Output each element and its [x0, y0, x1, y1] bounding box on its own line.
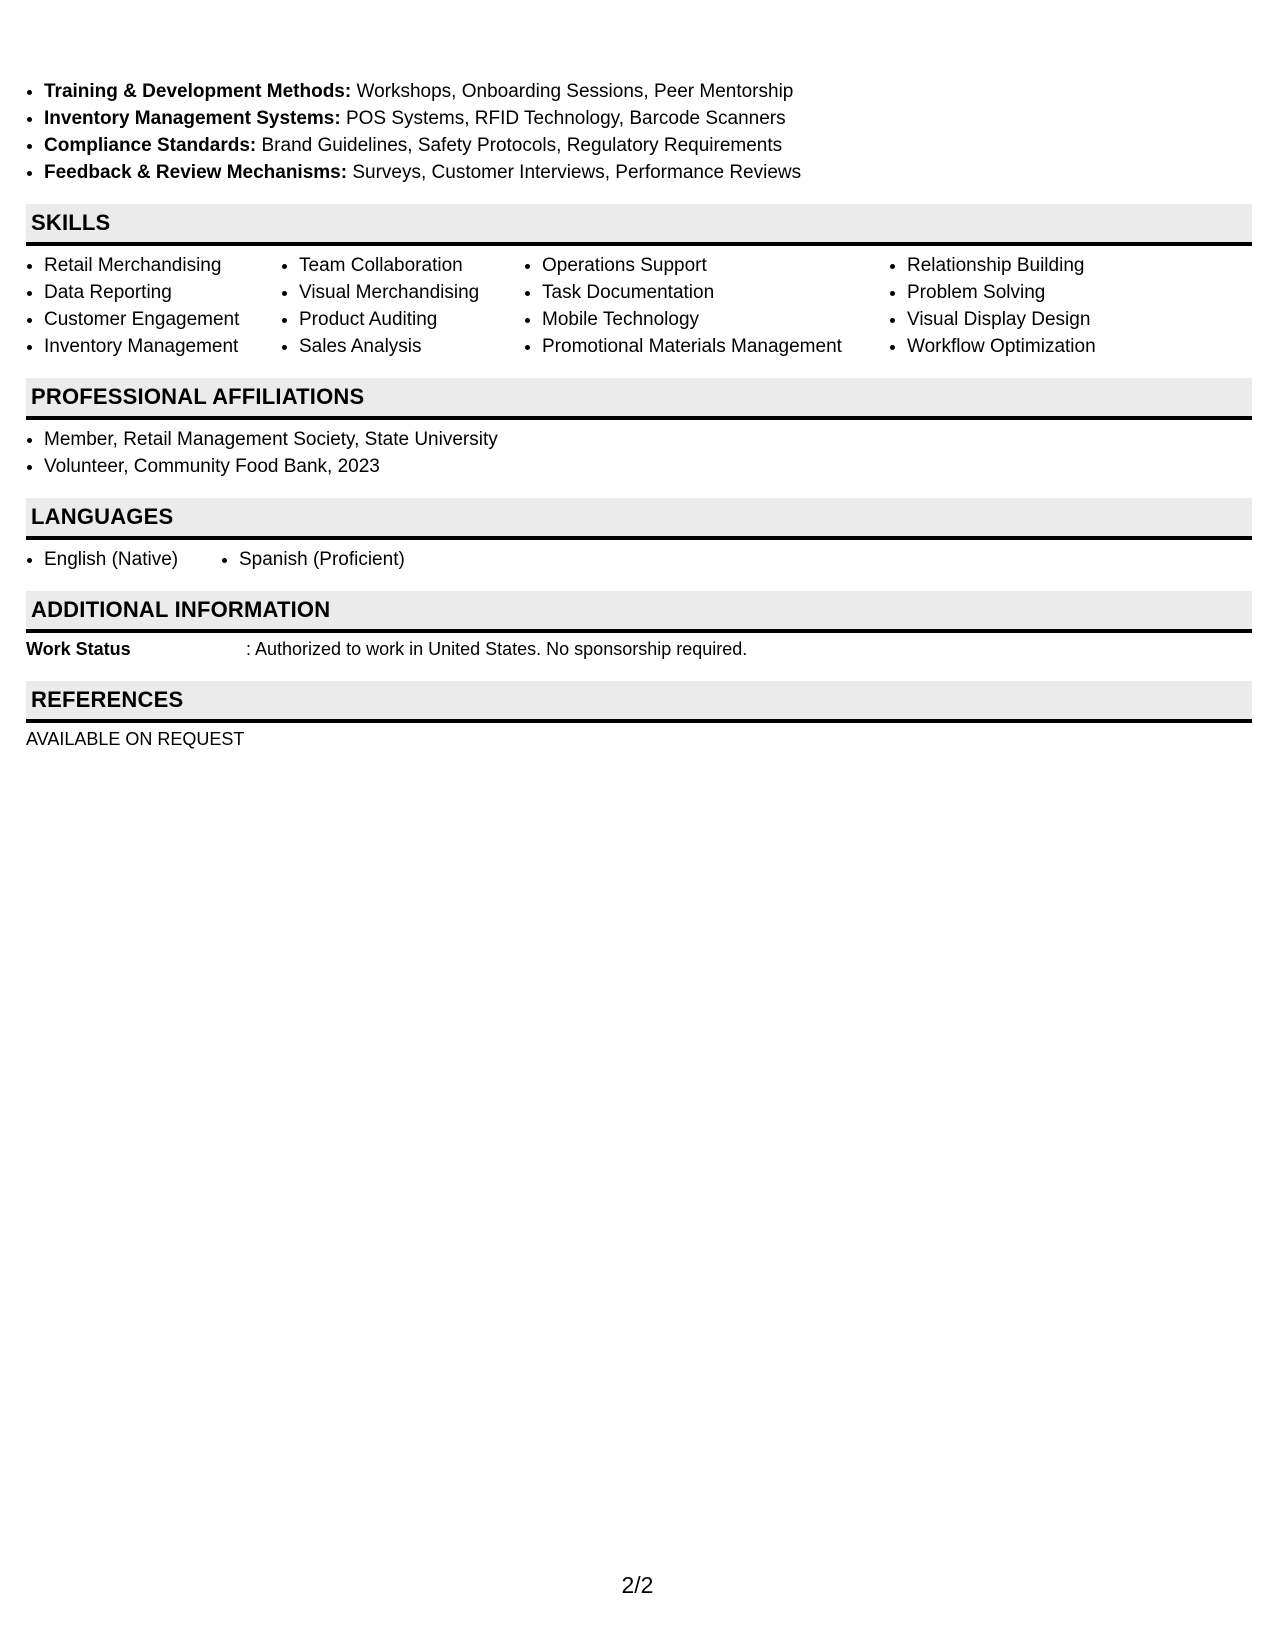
additional-info-section [26, 591, 1252, 663]
list-item: • Operations Support [542, 252, 889, 279]
list-item: • Workflow Optimization [907, 333, 1167, 360]
list-item: • Retail Merchandising [44, 252, 281, 279]
list-item: • Volunteer, Community Food Bank, 2023 [44, 453, 1252, 480]
affiliations-body [26, 420, 1252, 480]
list-item: • Member, Retail Management Society, State University [44, 426, 1252, 453]
item-value: Surveys, Customer Interviews, Performance Reviews [352, 162, 802, 183]
section-heading: LANGUAGES [26, 498, 1252, 540]
resume-page [26, 78, 1252, 753]
list-item: • Task Documentation [542, 279, 889, 306]
section-heading: SKILLS [26, 204, 1252, 246]
section-heading: PROFESSIONAL AFFILIATIONS [26, 378, 1252, 420]
item-value: Workshops, Onboarding Sessions, Peer Mentorship [356, 81, 794, 102]
skills-column [889, 252, 1167, 360]
affiliations-section [26, 378, 1252, 480]
section-heading: REFERENCES [26, 681, 1252, 723]
skills-column [281, 252, 524, 360]
languages-body [26, 540, 1252, 573]
list-item [44, 132, 1252, 159]
item-label: Feedback & Review Mechanisms: [44, 162, 348, 183]
list-item: • Mobile Technology [542, 306, 889, 333]
list-item [44, 78, 1252, 105]
tools-list [26, 78, 1252, 186]
item-label: Inventory Management Systems: [44, 108, 341, 129]
work-status-label: Work Status [26, 639, 131, 659]
list-item: • Relationship Building [907, 252, 1167, 279]
list-item: • Data Reporting [44, 279, 281, 306]
list-item: • Spanish (Proficient) [239, 546, 459, 573]
section-heading: ADDITIONAL INFORMATION [26, 591, 1252, 633]
skills-column [26, 252, 281, 360]
item-label: Compliance Standards: [44, 135, 257, 156]
languages-column [221, 546, 459, 573]
item-value: POS Systems, RFID Technology, Barcode Scanners [345, 108, 786, 129]
list-item [44, 105, 1252, 132]
list-item: • Sales Analysis [299, 333, 524, 360]
work-status-value: : Authorized to work in United States. No sponsorship required. [246, 639, 748, 659]
list-item: • Visual Display Design [907, 306, 1167, 333]
references-text: AVAILABLE ON REQUEST [26, 729, 245, 749]
languages-section [26, 498, 1252, 573]
affiliations-list [26, 426, 1252, 480]
skills-column [524, 252, 889, 360]
page-number: 2/2 [621, 1572, 654, 1598]
list-item: • Inventory Management [44, 333, 281, 360]
skills-section [26, 204, 1252, 360]
work-status-row [26, 633, 1252, 663]
list-item [44, 159, 1252, 186]
references-section [26, 681, 1252, 753]
list-item: • Team Collaboration [299, 252, 524, 279]
skills-grid [26, 246, 1252, 360]
list-item: • Visual Merchandising [299, 279, 524, 306]
list-item: • Problem Solving [907, 279, 1167, 306]
list-item: • Promotional Materials Management [542, 333, 889, 360]
list-item: • Product Auditing [299, 306, 524, 333]
languages-column [26, 546, 221, 573]
list-item: • English (Native) [44, 546, 221, 573]
item-value: Brand Guidelines, Safety Protocols, Regulatory Requirements [261, 135, 783, 156]
item-label: Training & Development Methods: [44, 81, 352, 102]
list-item: • Customer Engagement [44, 306, 281, 333]
